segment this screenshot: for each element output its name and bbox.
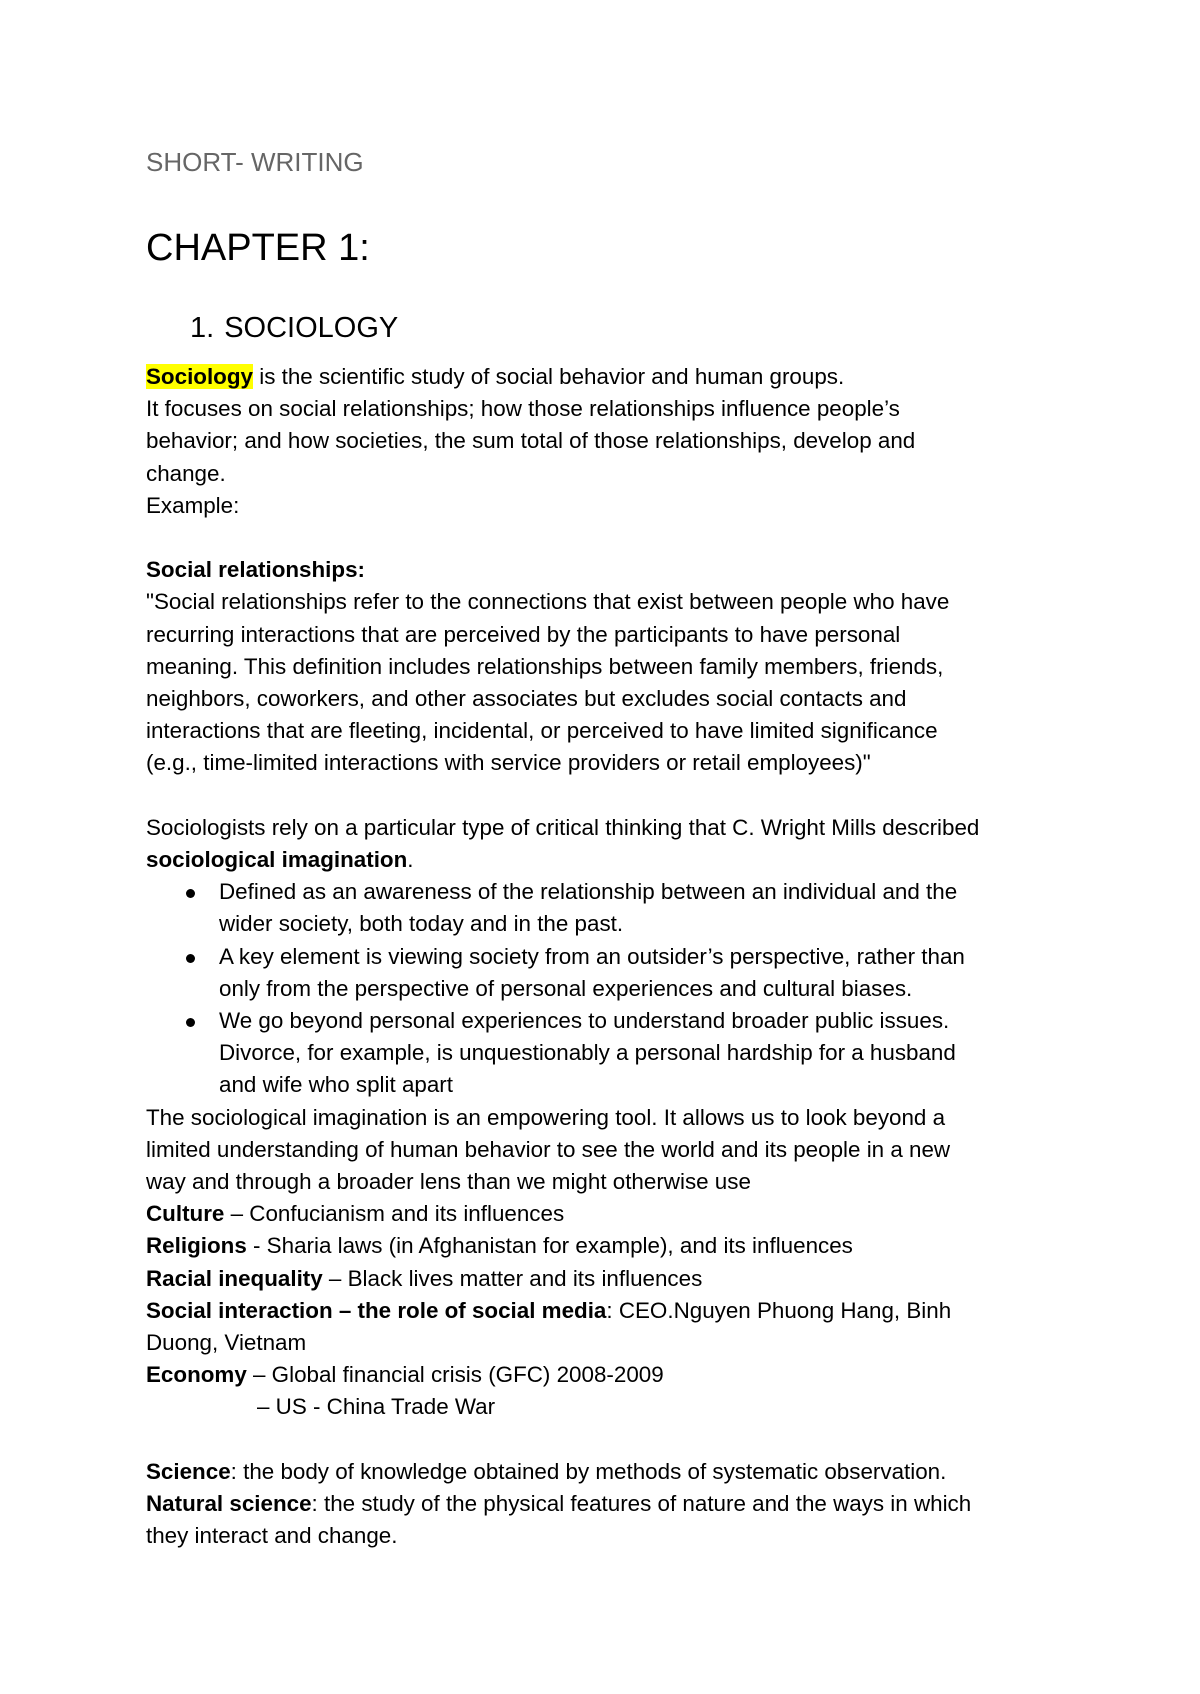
topic-economy: Economy – Global financial crisis (GFC) 2008-2009 bbox=[146, 1362, 664, 1388]
natural-science-definition: Natural science: the study of the physical features of nature and the ways in which bbox=[146, 1491, 972, 1517]
spacer bbox=[146, 522, 1086, 554]
paragraph-line: The sociological imagination is an empowering tool. It allows us to look beyond a bbox=[146, 1104, 946, 1130]
bullet-icon bbox=[186, 889, 195, 898]
example-label: Example: bbox=[146, 492, 240, 518]
chapter-heading: CHAPTER 1: bbox=[146, 227, 370, 269]
spacer bbox=[146, 1424, 1086, 1456]
bullet-icon bbox=[186, 1018, 195, 1027]
paragraph-line: change. bbox=[146, 460, 226, 486]
section-heading bbox=[190, 310, 398, 346]
economy-subitem: – US - China Trade War bbox=[257, 1394, 496, 1420]
quote-line: recurring interactions that are perceived by the participants to have personal bbox=[146, 621, 901, 647]
spacer bbox=[146, 780, 1086, 812]
bullet-list bbox=[146, 876, 1086, 1101]
quote-line: interactions that are fleeting, incidental, or perceived to have limited significance bbox=[146, 718, 938, 744]
paragraph-line: they interact and change. bbox=[146, 1523, 398, 1549]
section-number: 1. bbox=[190, 312, 215, 344]
sociology-definition: Sociology is the scientific study of social behavior and human groups. bbox=[146, 364, 845, 389]
paragraph-line: way and through a broader lens than we might otherwise use bbox=[146, 1169, 751, 1195]
social-relationships-heading: Social relationships: bbox=[146, 557, 365, 583]
bullet-icon bbox=[186, 954, 195, 963]
topic-culture: Culture – Confucianism and its influences bbox=[146, 1201, 565, 1227]
list-item: Defined as an awareness of the relationship between an individual and the wider society, both today and in the past. bbox=[146, 876, 1086, 940]
highlighted-term: Sociology bbox=[146, 364, 253, 389]
list-item: A key element is viewing society from an outsider’s perspective, rather than only from the perspective of personal experiences and cultural biases. bbox=[146, 941, 1086, 1005]
topic-religions: Religions - Sharia laws (in Afghanistan for example), and its influences bbox=[146, 1233, 853, 1259]
topic-racial-inequality: Racial inequality – Black lives matter and its influences bbox=[146, 1265, 703, 1291]
paragraph-line: behavior; and how societies, the sum total of those relationships, develop and bbox=[146, 428, 916, 454]
paragraph-line: It focuses on social relationships; how those relationships influence people’s bbox=[146, 396, 900, 422]
list-item: We go beyond personal experiences to understand broader public issues. Divorce, for example, is unquestionably a personal hardship for a husband and wife who split apart bbox=[146, 1005, 1086, 1102]
paragraph-line: limited understanding of human behavior to see the world and its people in a new bbox=[146, 1136, 951, 1162]
quote-line: neighbors, coworkers, and other associates but excludes social contacts and bbox=[146, 686, 907, 712]
quote-line: (e.g., time-limited interactions with service providers or retail employees)" bbox=[146, 750, 871, 776]
paragraph-line: Duong, Vietnam bbox=[146, 1330, 307, 1356]
imagination-intro: Sociologists rely on a particular type of critical thinking that C. Wright Mills described bbox=[146, 814, 980, 840]
document-body bbox=[146, 361, 1086, 1552]
science-definition: Science: the body of knowledge obtained by methods of systematic observation. bbox=[146, 1458, 947, 1484]
document-subtitle: SHORT- WRITING bbox=[146, 147, 364, 177]
section-title: SOCIOLOGY bbox=[224, 312, 399, 344]
quote-line: "Social relationships refer to the connections that exist between people who have bbox=[146, 589, 950, 615]
imagination-term-line: sociological imagination. bbox=[146, 847, 414, 873]
quote-line: meaning. This definition includes relationships between family members, friends, bbox=[146, 653, 944, 679]
topic-social-interaction: Social interaction – the role of social media: CEO.Nguyen Phuong Hang, Binh bbox=[146, 1297, 952, 1323]
